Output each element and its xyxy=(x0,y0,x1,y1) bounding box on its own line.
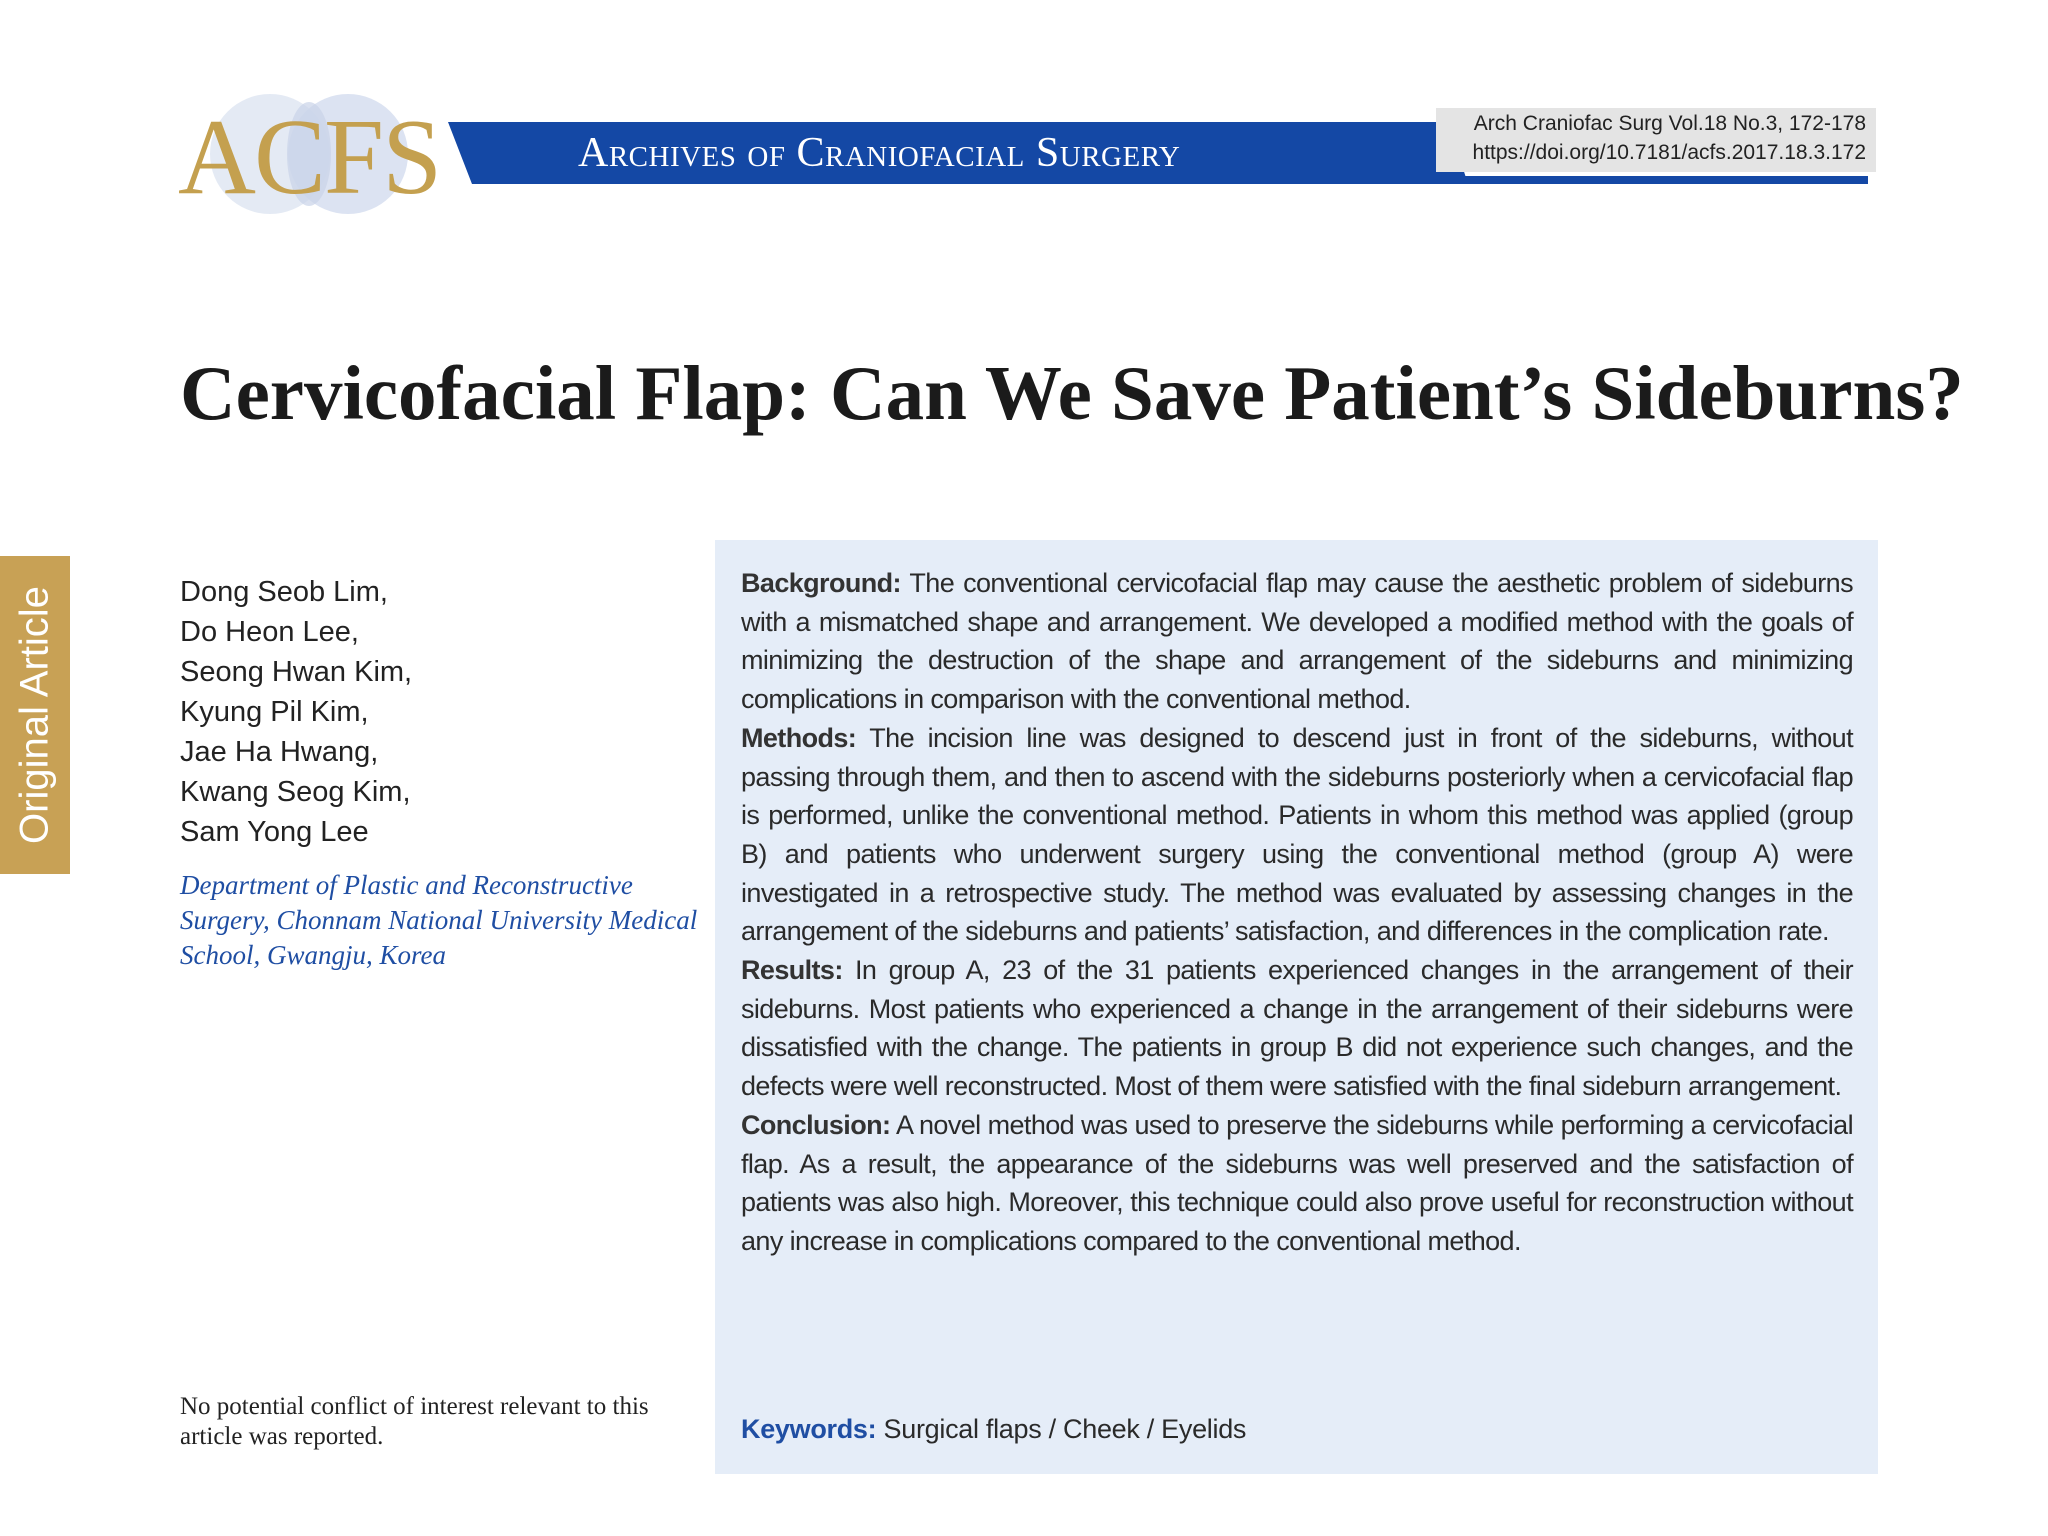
abstract-results xyxy=(741,951,1853,1106)
background-text: The conventional cervicofacial flap may cause the aesthetic problem of sideburns with a mismatched shape and arrangement. We developed a modified method with the goals of minimizing the destruction of the shape and arrangement of the sideburns and minimizing complications in comparison with the conventional method. xyxy=(741,568,1853,715)
background-label: Background: xyxy=(741,568,901,598)
abstract-conclusion xyxy=(741,1106,1853,1261)
logo-text: ACFS xyxy=(178,98,441,217)
article-title: Cervicofacial Flap: Can We Save Patient’s Sideburns? xyxy=(180,350,1964,436)
journal-name: Archives of Craniofacial Surgery xyxy=(578,130,1181,176)
author-list xyxy=(180,572,680,852)
abstract-box xyxy=(715,540,1878,1474)
doi-link[interactable]: https://doi.org/10.7181/acfs.2017.18.3.172 xyxy=(1472,141,1866,164)
affiliation: Department of Plastic and Reconstructive Surgery, Chonnam National University Medical School, Gwangju, Korea xyxy=(180,870,698,970)
abstract-body xyxy=(741,564,1853,1261)
keywords xyxy=(741,1410,1841,1448)
conflict-of-interest-note: No potential conflict of interest relevant to this article was reported. xyxy=(180,1393,649,1450)
results-text: In group A, 23 of the 31 patients experienced changes in the arrangement of their sideburns. Most patients who experienced a change in the arrangement of their sideburns were dissatisfied with the change. The patients in group B did not experience such changes, and the defects were well reconstructed. Most of them were satisfied with the final sideburn arrangement. xyxy=(741,955,1853,1102)
abstract-methods xyxy=(741,719,1853,951)
methods-label: Methods: xyxy=(741,722,857,753)
keywords-label: Keywords: xyxy=(741,1414,877,1444)
author-name: Dong Seob Lim, xyxy=(180,576,388,608)
author-name: Do Heon Lee, xyxy=(180,616,359,648)
conclusion-label: Conclusion: xyxy=(741,1109,891,1140)
results-label: Results: xyxy=(741,955,843,986)
author-name: Seong Hwan Kim, xyxy=(180,656,413,688)
author-name: Kwang Seog Kim, xyxy=(180,776,411,808)
citation-box xyxy=(1436,108,1876,172)
methods-text: The incision line was designed to descend just in front of the sideburns, without passing through them, and then to ascend with the sideburns posteriorly when a cervicofacial flap is performed, unlike the conventional method. Patients in whom this method was applied (group B) and patients who underwent surgery using the conventional method (group A) were investigated in a retrospective study. The method was evaluated by assessing changes in the arrangement of the sideburns and patients’ satisfaction, and differences in the complication rate. xyxy=(741,722,1853,947)
citation-text: Arch Craniofac Surg Vol.18 No.3, 172-178 xyxy=(1473,112,1866,135)
article-type-label: Original Article xyxy=(12,586,57,844)
keywords-text: Surgical flaps / Cheek / Eyelids xyxy=(883,1414,1247,1444)
author-name: Kyung Pil Kim, xyxy=(180,696,369,728)
journal-logo xyxy=(178,84,441,224)
author-name: Sam Yong Lee xyxy=(180,816,369,848)
author-name: Jae Ha Hwang, xyxy=(180,736,379,768)
conclusion-text: A novel method was used to preserve the sideburns while performing a cervicofacial flap. As a result, the appearance of the sideburns was well preserved and the satisfaction of patients was also high. Moreover, this technique could also prove useful for reconstruction without any increase in complications compared to the conventional method. xyxy=(741,1109,1853,1256)
article-type-tab xyxy=(0,556,70,874)
abstract-background xyxy=(741,564,1853,719)
